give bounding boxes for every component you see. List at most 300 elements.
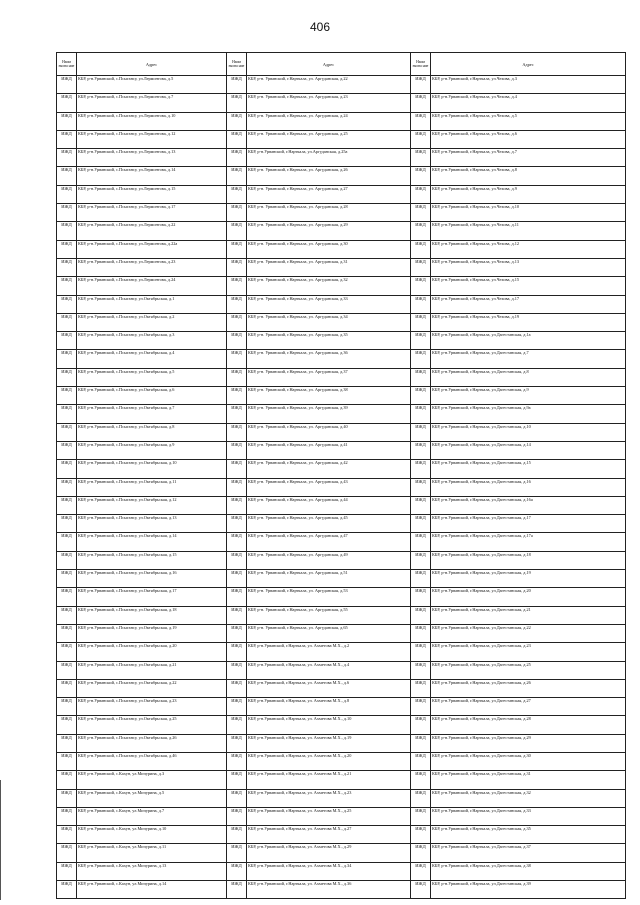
cell-object-type: ИЖД xyxy=(227,441,247,459)
cell-address: КБР, р-н.Урванский, с.Кахун, ул.Мичурина, д.13 xyxy=(77,862,227,880)
cell-address: КБР, р-н.Урванский, г.Нарткала, ул.Чехова, д.8 xyxy=(431,167,626,185)
cell-address: КБР, р-н.Урванский, г.Нарткала, ул.Дагестанская, д.23 xyxy=(431,643,626,661)
cell-address: КБР, р-н.Урванский, г.Нарткала, ул.Дагестанская, д.27 xyxy=(431,698,626,716)
cell-address: КБР, р-н.Урванский, г.Нарткала, ул.Чехова, д.4 xyxy=(431,94,626,112)
cell-address: КБР, р-н.Урванский, г.Нарткала, ул.Чехова, д.15 xyxy=(431,277,626,295)
scan-edge-mark xyxy=(0,780,5,900)
cell-address: КБР, р-н.Урванский, г.Нарткала, ул.Дагестанская, д.22 xyxy=(431,624,626,642)
cell-address: КБР, р-н.Урванский, с.Псыгансу, ул.Лермонтова, д.14 xyxy=(77,167,227,185)
cell-object-type: ИЖД xyxy=(411,185,431,203)
cell-address: КБР, р-н.Урванский, г.Нарткала, ул. Ахметова М.Х., д.25 xyxy=(247,807,411,825)
cell-address: КБР, р-н. Урванский, г.Нарткала, ул. Аргуданская, д.41 xyxy=(247,441,411,459)
cell-object-type: ИЖД xyxy=(227,368,247,386)
cell-object-type: ИЖД xyxy=(411,661,431,679)
cell-object-type: ИЖД xyxy=(57,76,77,94)
cell-object-type: ИЖД xyxy=(227,789,247,807)
cell-address: КБР, р-н.Урванский, г.Нарткала, ул. Ахметова М.Х., д.23 xyxy=(247,789,411,807)
cell-object-type: ИЖД xyxy=(227,405,247,423)
cell-address: КБР, р-н.Урванский, г.Нарткала, ул.Аргуданская, д.25а xyxy=(247,149,411,167)
cell-object-type: ИЖД xyxy=(57,881,77,899)
cell-object-type: ИЖД xyxy=(411,643,431,661)
cell-object-type: ИЖД xyxy=(57,149,77,167)
cell-address: КБР, р-н. Урванский, г.Нарткала, ул. Аргуданская, д.55 xyxy=(247,606,411,624)
cell-address: КБР, р-н.Урванский, г.Нарткала, ул.Дагестанская, д.15 xyxy=(431,460,626,478)
cell-address: КБР, р-н.Урванский, г.Нарткала, ул. Ахметова М.Х., д.27 xyxy=(247,826,411,844)
cell-object-type: ИЖД xyxy=(411,752,431,770)
cell-object-type: ИЖД xyxy=(227,826,247,844)
cell-address: КБР, р-н.Урванский, г.Нарткала, ул. Ахметова М.Х., д.36 xyxy=(247,881,411,899)
cell-object-type: ИЖД xyxy=(411,332,431,350)
cell-object-type: ИЖД xyxy=(227,844,247,862)
cell-address: КБР, р-н.Урванский, г.Нарткала, ул. Ахметова М.Х., д.34 xyxy=(247,862,411,880)
cell-address: КБР, р-н.Урванский, г.Нарткала, ул.Дагестанская, д.38 xyxy=(431,862,626,880)
cell-object-type: ИЖД xyxy=(411,258,431,276)
cell-address: КБР, р-н.Урванский, с.Псыгансу, ул.Октябрьская, д.46 xyxy=(77,752,227,770)
cell-object-type: ИЖД xyxy=(411,240,431,258)
cell-address: КБР, р-н.Урванский, г.Нарткала, ул.Чехова, д.19 xyxy=(431,313,626,331)
cell-address: КБР, р-н.Урванский, г.Нарткала, ул.Чехова, д.7 xyxy=(431,149,626,167)
table-row xyxy=(57,807,626,825)
table-row xyxy=(57,606,626,624)
cell-object-type: ИЖД xyxy=(227,606,247,624)
table-row xyxy=(57,222,626,240)
cell-object-type: ИЖД xyxy=(227,185,247,203)
cell-object-type: ИЖД xyxy=(57,295,77,313)
cell-object-type: ИЖД xyxy=(57,240,77,258)
cell-address: КБР, р-н.Урванский, с.Псыгансу, ул.Октябрьская, д.10 xyxy=(77,460,227,478)
cell-object-type: ИЖД xyxy=(411,734,431,752)
cell-address: КБР, р-н.Урванский, с.Псыгансу, ул.Лермонтова, д.24 xyxy=(77,277,227,295)
cell-address: КБР, р-н.Урванский, с.Псыгансу, ул.Октябрьская, д.23 xyxy=(77,698,227,716)
cell-object-type: ИЖД xyxy=(227,423,247,441)
cell-object-type: ИЖД xyxy=(227,295,247,313)
cell-address: КБР, р-н.Урванский, с.Кахун, ул.Мичурина, д.11 xyxy=(77,844,227,862)
cell-object-type: ИЖД xyxy=(227,624,247,642)
cell-object-type: ИЖД xyxy=(411,76,431,94)
cell-object-type: ИЖД xyxy=(57,185,77,203)
header-address-col-3: Адрес xyxy=(431,53,626,76)
cell-address: КБР, р-н. Урванский, г.Нарткала, ул. Аргуданская, д.23 xyxy=(247,94,411,112)
cell-address: КБР, р-н.Урванский, г.Нарткала, ул.Дагестанская, д.9а xyxy=(431,405,626,423)
table-row xyxy=(57,167,626,185)
cell-object-type: ИЖД xyxy=(411,606,431,624)
address-table-sheet xyxy=(56,52,625,899)
cell-address: КБР, р-н.Урванский, г.Нарткала, ул.Дагестанская, д.14 xyxy=(431,441,626,459)
cell-address: КБР, р-н.Урванский, г.Нарткала, ул.Дагестанская, д.7 xyxy=(431,350,626,368)
cell-address: КБР, р-н.Урванский, с.Псыгансу, ул.Октябрьская, д.4 xyxy=(77,350,227,368)
cell-address: КБР, р-н.Урванский, с.Псыгансу, ул.Октябрьская, д.11 xyxy=(77,478,227,496)
cell-object-type: ИЖД xyxy=(411,533,431,551)
table-row xyxy=(57,277,626,295)
cell-address: КБР, р-н.Урванский, с.Кахун, ул.Мичурина, д.7 xyxy=(77,807,227,825)
cell-object-type: ИЖД xyxy=(227,167,247,185)
cell-object-type: ИЖД xyxy=(57,515,77,533)
cell-address: КБР, р-н.Урванский, г.Нарткала, ул.Дагестанская, д.17 xyxy=(431,515,626,533)
table-row xyxy=(57,533,626,551)
table-row xyxy=(57,661,626,679)
cell-address: КБР, р-н.Урванский, г.Нарткала, ул.Чехова, д.12 xyxy=(431,240,626,258)
cell-object-type: ИЖД xyxy=(411,551,431,569)
cell-object-type: ИЖД xyxy=(57,460,77,478)
cell-object-type: ИЖД xyxy=(411,94,431,112)
cell-object-type: ИЖД xyxy=(411,698,431,716)
table-row xyxy=(57,185,626,203)
cell-address: КБР, р-н.Урванский, г.Нарткала, ул.Дагестанская, д.39 xyxy=(431,881,626,899)
cell-address: КБР, р-н.Урванский, с.Псыгансу, ул.Октябрьская, д.8 xyxy=(77,423,227,441)
cell-object-type: ИЖД xyxy=(227,771,247,789)
cell-address: КБР, р-н. Урванский, г.Нарткала, ул. Аргуданская, д.45 xyxy=(247,515,411,533)
cell-object-type: ИЖД xyxy=(57,350,77,368)
cell-object-type: ИЖД xyxy=(411,588,431,606)
cell-address: КБР, р-н.Урванский, г.Нарткала, ул. Ахметова М.Х., д.19 xyxy=(247,734,411,752)
header-type-col-1: Наим енова ние xyxy=(57,53,77,76)
cell-address: КБР, р-н.Урванский, с.Псыгансу, ул.Октябрьская, д.6 xyxy=(77,387,227,405)
cell-address: КБР, р-н.Урванский, с.Псыгансу, ул.Октябрьская, д.15 xyxy=(77,551,227,569)
cell-address: КБР, р-н.Урванский, с.Псыгансу, ул.Октябрьская, д.7 xyxy=(77,405,227,423)
cell-object-type: ИЖД xyxy=(411,423,431,441)
cell-address: КБР, р-н.Урванский, с.Псыгансу, ул.Октябрьская, д.9 xyxy=(77,441,227,459)
cell-address: КБР, р-н.Урванский, г.Нарткала, ул.Дагестанская, д.31 xyxy=(431,771,626,789)
cell-address: КБР, р-н.Урванский, с.Псыгансу, ул.Октябрьская, д.19 xyxy=(77,624,227,642)
cell-object-type: ИЖД xyxy=(411,204,431,222)
cell-address: КБР, р-н. Урванский, г.Нарткала, ул. Аргуданская, д.22 xyxy=(247,76,411,94)
cell-address: КБР, р-н. Урванский, г.Нарткала, ул. Аргуданская, д.40 xyxy=(247,423,411,441)
cell-object-type: ИЖД xyxy=(411,789,431,807)
cell-object-type: ИЖД xyxy=(227,204,247,222)
cell-address: КБР, р-н. Урванский, г.Нарткала, ул. Аргуданская, д.53 xyxy=(247,588,411,606)
cell-address: КБР, р-н. Урванский, г.Нарткала, ул. Аргуданская, д.28 xyxy=(247,204,411,222)
table-row xyxy=(57,423,626,441)
table-row xyxy=(57,881,626,899)
table-row xyxy=(57,76,626,94)
cell-object-type: ИЖД xyxy=(57,222,77,240)
cell-object-type: ИЖД xyxy=(411,478,431,496)
cell-address: КБР, р-н.Урванский, г.Нарткала, ул.Чехова, д.3 xyxy=(431,76,626,94)
cell-address: КБР, р-н.Урванский, с.Псыгансу, ул.Октябрьская, д.5 xyxy=(77,368,227,386)
cell-address: КБР, р-н.Урванский, с.Псыгансу, ул.Лермонтова, д.12 xyxy=(77,130,227,148)
cell-object-type: ИЖД xyxy=(227,112,247,130)
table-row xyxy=(57,460,626,478)
cell-object-type: ИЖД xyxy=(57,807,77,825)
cell-object-type: ИЖД xyxy=(57,313,77,331)
cell-address: КБР, р-н.Урванский, г.Нарткала, ул.Дагестанская, д.18 xyxy=(431,551,626,569)
cell-object-type: ИЖД xyxy=(411,624,431,642)
cell-object-type: ИЖД xyxy=(227,679,247,697)
cell-address: КБР, р-н. Урванский, г.Нарткала, ул. Аргуданская, д.38 xyxy=(247,387,411,405)
cell-object-type: ИЖД xyxy=(411,460,431,478)
cell-address: КБР, р-н.Урванский, г.Нарткала, ул.Дагестанская, д.16 xyxy=(431,478,626,496)
cell-address: КБР, р-н.Урванский, с.Псыгансу, ул.Лермонтова, д.17 xyxy=(77,204,227,222)
table-row xyxy=(57,478,626,496)
cell-address: КБР, р-н.Урванский, г.Нарткала, ул.Дагестанская, д.28 xyxy=(431,716,626,734)
cell-address: КБР, р-н.Урванский, г.Нарткала, ул. Ахметова М.Х., д.8 xyxy=(247,698,411,716)
cell-object-type: ИЖД xyxy=(227,130,247,148)
cell-address: КБР, р-н.Урванский, г.Нарткала, ул.Дагестанская, д.33 xyxy=(431,807,626,825)
cell-address: КБР, р-н.Урванский, г.Нарткала, ул.Чехова, д.17 xyxy=(431,295,626,313)
cell-object-type: ИЖД xyxy=(227,332,247,350)
table-row xyxy=(57,204,626,222)
cell-object-type: ИЖД xyxy=(411,130,431,148)
cell-object-type: ИЖД xyxy=(411,570,431,588)
cell-object-type: ИЖД xyxy=(57,533,77,551)
table-row xyxy=(57,643,626,661)
header-type-col-3: Наим енова ние xyxy=(411,53,431,76)
cell-address: КБР, р-н.Урванский, г.Нарткала, ул.Дагестанская, д.35 xyxy=(431,826,626,844)
table-row xyxy=(57,313,626,331)
table-row xyxy=(57,862,626,880)
cell-object-type: ИЖД xyxy=(57,551,77,569)
cell-address: КБР, р-н.Урванский, с.Псыгансу, ул.Октябрьская, д.25 xyxy=(77,716,227,734)
table-row xyxy=(57,112,626,130)
cell-address: КБР, р-н. Урванский, г.Нарткала, ул. Аргуданская, д.26 xyxy=(247,167,411,185)
cell-address: КБР, р-н. Урванский, г.Нарткала, ул. Аргуданская, д.65 xyxy=(247,624,411,642)
cell-address: КБР, р-н. Урванский, г.Нарткала, ул. Аргуданская, д.39 xyxy=(247,405,411,423)
cell-object-type: ИЖД xyxy=(227,76,247,94)
cell-object-type: ИЖД xyxy=(411,350,431,368)
cell-address: КБР, р-н.Урванский, с.Псыгансу, ул.Лермонтова, д.23 xyxy=(77,258,227,276)
cell-object-type: ИЖД xyxy=(57,716,77,734)
cell-address: КБР, р-н.Урванский, г.Нарткала, ул.Дагестанская, д.29 xyxy=(431,734,626,752)
cell-address: КБР, р-н. Урванский, г.Нарткала, ул. Аргуданская, д.25 xyxy=(247,130,411,148)
cell-object-type: ИЖД xyxy=(227,478,247,496)
cell-object-type: ИЖД xyxy=(411,387,431,405)
cell-address: КБР, р-н.Урванский, с.Псыгансу, ул.Октябрьская, д.22 xyxy=(77,679,227,697)
cell-object-type: ИЖД xyxy=(57,643,77,661)
cell-object-type: ИЖД xyxy=(411,716,431,734)
cell-object-type: ИЖД xyxy=(411,844,431,862)
cell-address: КБР, р-н.Урванский, с.Псыгансу, ул.Лермонтова, д.22 xyxy=(77,222,227,240)
cell-address: КБР, р-н.Урванский, с.Кахун, ул.Мичурина, д.3 xyxy=(77,771,227,789)
table-row xyxy=(57,844,626,862)
cell-object-type: ИЖД xyxy=(57,496,77,514)
cell-object-type: ИЖД xyxy=(411,313,431,331)
cell-object-type: ИЖД xyxy=(411,807,431,825)
table-row xyxy=(57,515,626,533)
cell-object-type: ИЖД xyxy=(57,826,77,844)
cell-address: КБР, р-н.Урванский, г.Нарткала, ул.Дагестанская, д.30 xyxy=(431,752,626,770)
cell-object-type: ИЖД xyxy=(57,332,77,350)
cell-address: КБР, р-н. Урванский, г.Нарткала, ул. Аргуданская, д.32 xyxy=(247,277,411,295)
table-row xyxy=(57,734,626,752)
table-row xyxy=(57,752,626,770)
cell-address: КБР, р-н.Урванский, с.Псыгансу, ул.Октябрьская, д.18 xyxy=(77,606,227,624)
cell-object-type: ИЖД xyxy=(57,441,77,459)
cell-address: КБР, р-н.Урванский, г.Нарткала, ул.Чехова, д.9 xyxy=(431,185,626,203)
cell-address: КБР, р-н.Урванский, с.Псыгансу, ул.Октябрьская, д.20 xyxy=(77,643,227,661)
cell-address: КБР, р-н.Урванский, с.Псыгансу, ул.Лермонтова, д.5 xyxy=(77,76,227,94)
cell-address: КБР, р-н. Урванский, г.Нарткала, ул. Аргуданская, д.49 xyxy=(247,551,411,569)
cell-object-type: ИЖД xyxy=(57,789,77,807)
cell-address: КБР, р-н.Урванский, г.Нарткала, ул. Ахметова М.Х., д.6 xyxy=(247,679,411,697)
cell-address: КБР, р-н. Урванский, г.Нарткала, ул. Аргуданская, д.42 xyxy=(247,460,411,478)
table-row xyxy=(57,771,626,789)
table-row xyxy=(57,441,626,459)
cell-object-type: ИЖД xyxy=(57,698,77,716)
cell-object-type: ИЖД xyxy=(411,771,431,789)
cell-address: КБР, р-н. Урванский, г.Нарткала, ул. Аргуданская, д.34 xyxy=(247,313,411,331)
cell-address: КБР, р-н. Урванский, г.Нарткала, ул. Аргуданская, д.27 xyxy=(247,185,411,203)
table-row xyxy=(57,588,626,606)
table-row xyxy=(57,149,626,167)
cell-object-type: ИЖД xyxy=(57,368,77,386)
cell-object-type: ИЖД xyxy=(227,716,247,734)
cell-address: КБР, р-н.Урванский, с.Псыгансу, ул.Октябрьская, д.14 xyxy=(77,533,227,551)
cell-object-type: ИЖД xyxy=(57,277,77,295)
table-header xyxy=(57,53,626,76)
cell-object-type: ИЖД xyxy=(227,661,247,679)
table-row xyxy=(57,679,626,697)
cell-object-type: ИЖД xyxy=(227,698,247,716)
cell-address: КБР, р-н. Урванский, г.Нарткала, ул. Аргуданская, д.36 xyxy=(247,350,411,368)
cell-address: КБР, р-н.Урванский, г.Нарткала, ул. Ахметова М.Х., д.4 xyxy=(247,661,411,679)
cell-address: КБР, р-н. Урванский, г.Нарткала, ул. Аргуданская, д.35 xyxy=(247,332,411,350)
cell-object-type: ИЖД xyxy=(227,734,247,752)
cell-address: КБР, р-н.Урванский, с.Псыгансу, ул.Лермонтова, д.10 xyxy=(77,112,227,130)
table-row xyxy=(57,295,626,313)
cell-object-type: ИЖД xyxy=(411,881,431,899)
cell-address: КБР, р-н.Урванский, с.Псыгансу, ул.Октябрьская, д.12 xyxy=(77,496,227,514)
cell-object-type: ИЖД xyxy=(57,423,77,441)
cell-object-type: ИЖД xyxy=(227,277,247,295)
cell-object-type: ИЖД xyxy=(411,405,431,423)
cell-address: КБР, р-н.Урванский, с.Псыгансу, ул.Октябрьская, д.26 xyxy=(77,734,227,752)
cell-object-type: ИЖД xyxy=(411,515,431,533)
cell-address: КБР, р-н. Урванский, г.Нарткала, ул. Аргуданская, д.47 xyxy=(247,533,411,551)
cell-object-type: ИЖД xyxy=(411,277,431,295)
cell-address: КБР, р-н. Урванский, г.Нарткала, ул. Аргуданская, д.30 xyxy=(247,240,411,258)
cell-object-type: ИЖД xyxy=(227,258,247,276)
cell-object-type: ИЖД xyxy=(57,570,77,588)
cell-address: КБР, р-н.Урванский, г.Нарткала, ул. Ахметова М.Х., д.20 xyxy=(247,752,411,770)
table-row xyxy=(57,94,626,112)
cell-address: КБР, р-н.Урванский, г.Нарткала, ул.Дагестанская, д.21 xyxy=(431,606,626,624)
cell-object-type: ИЖД xyxy=(57,94,77,112)
table-row xyxy=(57,624,626,642)
cell-object-type: ИЖД xyxy=(57,624,77,642)
table-row xyxy=(57,258,626,276)
cell-object-type: ИЖД xyxy=(57,387,77,405)
cell-object-type: ИЖД xyxy=(227,570,247,588)
cell-object-type: ИЖД xyxy=(411,862,431,880)
table-row xyxy=(57,387,626,405)
table-row xyxy=(57,570,626,588)
cell-address: КБР, р-н.Урванский, с.Кахун, ул.Мичурина, д.10 xyxy=(77,826,227,844)
cell-address: КБР, р-н.Урванский, г.Нарткала, ул.Дагестанская, д.10 xyxy=(431,423,626,441)
cell-address: КБР, р-н.Урванский, с.Псыгансу, ул.Октябрьская, д.1 xyxy=(77,295,227,313)
cell-object-type: ИЖД xyxy=(57,862,77,880)
cell-object-type: ИЖД xyxy=(57,844,77,862)
cell-object-type: ИЖД xyxy=(227,313,247,331)
cell-object-type: ИЖД xyxy=(227,350,247,368)
address-table xyxy=(56,52,626,899)
cell-object-type: ИЖД xyxy=(57,167,77,185)
cell-object-type: ИЖД xyxy=(227,387,247,405)
cell-address: КБР, р-н. Урванский, г.Нарткала, ул. Аргуданская, д.37 xyxy=(247,368,411,386)
cell-address: КБР, р-н.Урванский, г.Нарткала, ул. Ахметова М.Х., д.10 xyxy=(247,716,411,734)
cell-address: КБР, р-н.Урванский, г.Нарткала, ул.Дагестанская, д.25 xyxy=(431,661,626,679)
cell-object-type: ИЖД xyxy=(227,588,247,606)
table-row xyxy=(57,332,626,350)
cell-object-type: ИЖД xyxy=(411,167,431,185)
table-row xyxy=(57,130,626,148)
cell-address: КБР, р-н.Урванский, с.Псыгансу, ул.Октябрьская, д.13 xyxy=(77,515,227,533)
cell-object-type: ИЖД xyxy=(227,752,247,770)
table-row xyxy=(57,551,626,569)
cell-object-type: ИЖД xyxy=(227,94,247,112)
cell-address: КБР, р-н.Урванский, г.Нарткала, ул. Ахметова М.Х., д.29 xyxy=(247,844,411,862)
cell-address: КБР, р-н.Урванский, с.Кахун, ул.Мичурина, д.14 xyxy=(77,881,227,899)
header-address-col-2: Адрес xyxy=(247,53,411,76)
cell-object-type: ИЖД xyxy=(227,881,247,899)
cell-object-type: ИЖД xyxy=(411,441,431,459)
cell-object-type: ИЖД xyxy=(227,496,247,514)
cell-address: КБР, р-н.Урванский, с.Псыгансу, ул.Октябрьская, д.16 xyxy=(77,570,227,588)
cell-object-type: ИЖД xyxy=(411,496,431,514)
cell-object-type: ИЖД xyxy=(227,807,247,825)
cell-address: КБР, р-н.Урванский, г.Нарткала, ул.Чехова, д.6 xyxy=(431,130,626,148)
cell-address: КБР, р-н.Урванский, с.Псыгансу, ул.Октябрьская, д.2 xyxy=(77,313,227,331)
cell-object-type: ИЖД xyxy=(227,862,247,880)
cell-address: КБР, р-н. Урванский, г.Нарткала, ул. Аргуданская, д.43 xyxy=(247,478,411,496)
cell-address: КБР, р-н.Урванский, г.Нарткала, ул.Дагестанская, д.37 xyxy=(431,844,626,862)
cell-object-type: ИЖД xyxy=(57,734,77,752)
cell-address: КБР, р-н.Урванский, г.Нарткала, ул.Чехова, д.11 xyxy=(431,222,626,240)
cell-object-type: ИЖД xyxy=(227,533,247,551)
table-row xyxy=(57,240,626,258)
cell-object-type: ИЖД xyxy=(411,112,431,130)
cell-address: КБР, р-н.Урванский, г.Нарткала, ул.Чехова, д.5 xyxy=(431,112,626,130)
cell-object-type: ИЖД xyxy=(57,478,77,496)
table-row xyxy=(57,789,626,807)
cell-object-type: ИЖД xyxy=(57,405,77,423)
cell-address: КБР, р-н.Урванский, г.Нарткала, ул.Дагестанская, д.19 xyxy=(431,570,626,588)
header-type-col-2: Наим енова ние xyxy=(227,53,247,76)
table-row xyxy=(57,368,626,386)
cell-object-type: ИЖД xyxy=(57,752,77,770)
cell-object-type: ИЖД xyxy=(227,643,247,661)
cell-object-type: ИЖД xyxy=(411,149,431,167)
cell-address: КБР, р-н. Урванский, г.Нарткала, ул. Аргуданская, д.29 xyxy=(247,222,411,240)
cell-object-type: ИЖД xyxy=(227,551,247,569)
cell-object-type: ИЖД xyxy=(57,771,77,789)
page-number: 406 xyxy=(309,20,331,34)
cell-object-type: ИЖД xyxy=(57,258,77,276)
cell-address: КБР, р-н. Урванский, г.Нарткала, ул. Аргуданская, д.33 xyxy=(247,295,411,313)
cell-object-type: ИЖД xyxy=(57,661,77,679)
table-row xyxy=(57,826,626,844)
cell-address: КБР, р-н. Урванский, г.Нарткала, ул. Аргуданская, д.31 xyxy=(247,258,411,276)
cell-address: КБР, р-н.Урванский, с.Кахун, ул.Мичурина, д.5 xyxy=(77,789,227,807)
header-address-col-1: Адрес xyxy=(77,53,227,76)
cell-address: КБР, р-н.Урванский, г.Нарткала, ул.Дагестанская, д.16а xyxy=(431,496,626,514)
cell-object-type: ИЖД xyxy=(57,204,77,222)
cell-address: КБР, р-н.Урванский, с.Псыгансу, ул.Лермонтова, д.22а xyxy=(77,240,227,258)
cell-object-type: ИЖД xyxy=(411,295,431,313)
cell-address: КБР, р-н.Урванский, с.Псыгансу, ул.Лермонтова, д.15 xyxy=(77,185,227,203)
table-row xyxy=(57,716,626,734)
cell-address: КБР, р-н.Урванский, г.Нарткала, ул.Дагестанская, д.8 xyxy=(431,368,626,386)
cell-object-type: ИЖД xyxy=(227,149,247,167)
cell-address: КБР, р-н.Урванский, г.Нарткала, ул.Дагестанская, д.26 xyxy=(431,679,626,697)
cell-object-type: ИЖД xyxy=(57,679,77,697)
cell-object-type: ИЖД xyxy=(227,222,247,240)
table-body xyxy=(57,76,626,899)
table-row xyxy=(57,350,626,368)
cell-object-type: ИЖД xyxy=(57,588,77,606)
cell-address: КБР, р-н.Урванский, с.Псыгансу, ул.Октябрьская, д.3 xyxy=(77,332,227,350)
cell-address: КБР, р-н. Урванский, г.Нарткала, ул. Аргуданская, д.24 xyxy=(247,112,411,130)
cell-address: КБР, р-н.Урванский, г.Нарткала, ул.Дагестанская, д.9 xyxy=(431,387,626,405)
